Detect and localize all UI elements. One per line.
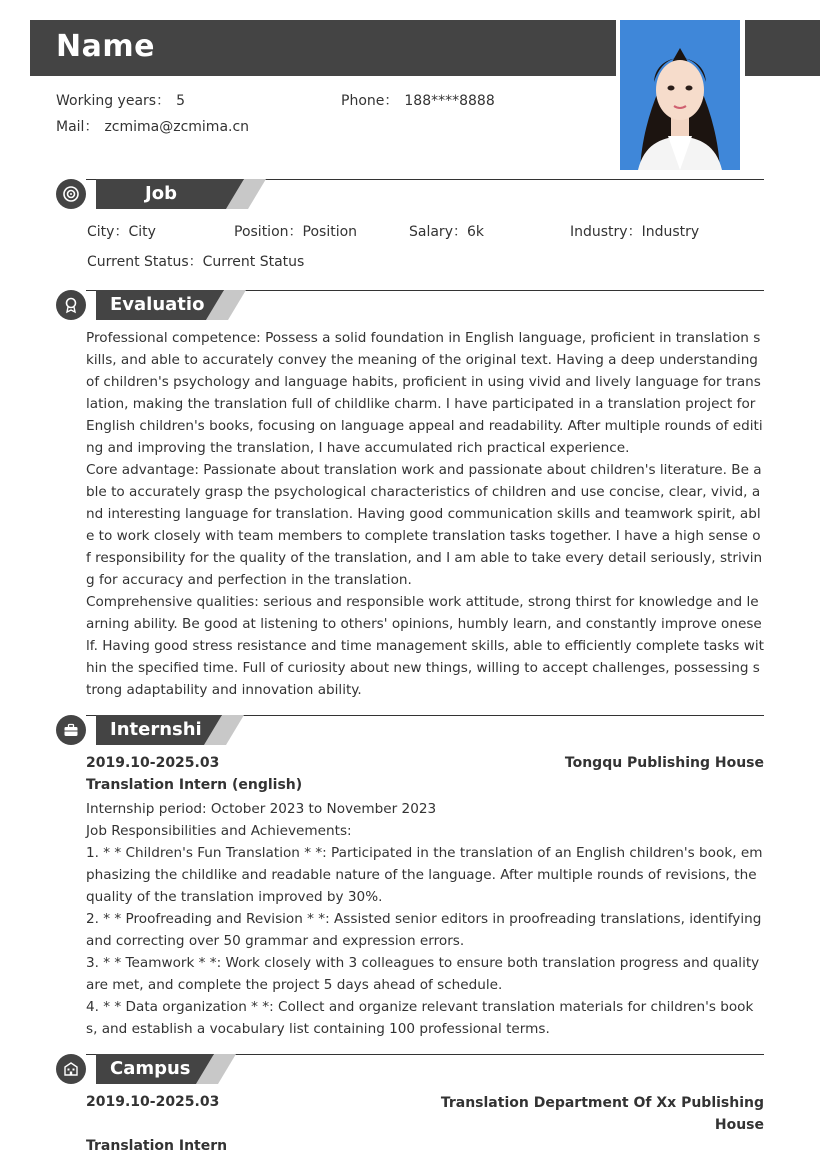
working-years-label: Working years： [56, 93, 171, 109]
campus-title: Campus [110, 1058, 191, 1079]
badge-icon [56, 290, 86, 320]
phone-label: Phone： [341, 93, 399, 109]
job-city [87, 222, 156, 242]
job-status [87, 252, 304, 272]
job-industry-label: Industry： [570, 224, 642, 240]
internship-line: 1. * * Children's Fun Translation * *: Participated in the translation of an English children's book, emphasizing the childlike and readable nature of the language. After multiple rounds of revisions, the quality of the translation improved by 30%. [86, 845, 763, 905]
job-salary-label: Salary： [409, 224, 467, 240]
campus-dates: 2019.10-2025.03 [86, 1094, 220, 1110]
job-industry-value: Industry [641, 224, 700, 240]
mail [56, 117, 249, 137]
internship-company: Tongqu Publishing House [564, 755, 764, 771]
internship-title: Internshi [110, 719, 202, 740]
campus-role: Translation Intern [86, 1138, 228, 1154]
mail-label: Mail： [56, 119, 99, 135]
evaluation-paragraph: Comprehensive qualities: serious and responsible work attitude, strong thirst for knowledge and learning ability. Be good at listening to others' opinions, humbly learn, and constantly improve oneself. Having good stress resistance and time management skills, able to efficiently complete tasks within the specified time. Full of curiosity about new things, willing to accept challenges, possessing strong adaptability and innovation ability. [86, 594, 764, 698]
internship-line: 4. * * Data organization * *: Collect and organize relevant translation materials for children's books, and establish a vocabulary list containing 100 professional terms. [86, 999, 754, 1037]
job-status-value: Current Status [202, 254, 305, 270]
working-years [56, 91, 185, 111]
working-years-value: 5 [176, 93, 185, 109]
campus-org: Translation Department Of Xx Publishing House [440, 1095, 764, 1133]
evaluation-text [86, 327, 764, 701]
job-position-label: Position： [234, 224, 303, 240]
internship-line: 2. * * Proofreading and Revision * *: Assisted senior editors in proofreading translations, identifying and correcting over 50 grammar and expression errors. [86, 911, 762, 949]
internship-line: Internship period: October 2023 to November 2023 [86, 801, 437, 817]
phone [341, 91, 495, 111]
internship-line: 3. * * Teamwork * *: Work closely with 3 colleagues to ensure both translation progress and quality are met, and complete the project 5 days ahead of schedule. [86, 955, 760, 993]
job-city-value: City [128, 224, 156, 240]
building-icon [56, 1054, 86, 1084]
internship-line: Job Responsibilities and Achievements: [86, 823, 352, 839]
internship-dates: 2019.10-2025.03 [86, 755, 220, 771]
mail-value: zcmima@zcmima.cn [104, 119, 250, 135]
job-industry [570, 222, 699, 242]
job-city-label: City： [87, 224, 129, 240]
candidate-name: Name [56, 29, 155, 64]
job-position-value: Position [302, 224, 358, 240]
profile-photo [620, 20, 740, 170]
evaluation-title: Evaluatio [110, 294, 205, 315]
header-bar-accent [745, 20, 820, 76]
internship-details [86, 798, 764, 1040]
briefcase-icon [56, 715, 86, 745]
job-salary [409, 222, 484, 242]
evaluation-paragraph: Professional competence: Possess a solid foundation in English language, proficient in translation skills, and able to accurately convey the meaning of the original text. Having a deep understanding of children's psychology and language habits, proficient in using vivid and lively language for translation, making the translation full of childlike charm. I have participated in a translation project for English children's books, focusing on language appeal and readability. After multiple rounds of editing and improving the translation, I have accumulated rich practical experience. [86, 330, 763, 456]
job-position [234, 222, 357, 242]
job-title: Job [145, 183, 177, 204]
job-status-label: Current Status： [87, 254, 203, 270]
target-icon [56, 179, 86, 209]
job-salary-value: 6k [466, 224, 484, 240]
phone-value: 188****8888 [404, 93, 495, 109]
evaluation-paragraph: Core advantage: Passionate about translation work and passionate about children's literature. Be able to accurately grasp the psychological characteristics of children and use concise, clear, vivid, and interesting language for translation. Having good communication skills and teamwork spirit, able to work closely with team members to complete translation tasks together. I have a high sense of responsibility for the quality of the translation, and I am able to take every detail seriously, striving for accuracy and perfection in the translation. [86, 462, 763, 588]
internship-role: Translation Intern (english) [86, 777, 303, 793]
